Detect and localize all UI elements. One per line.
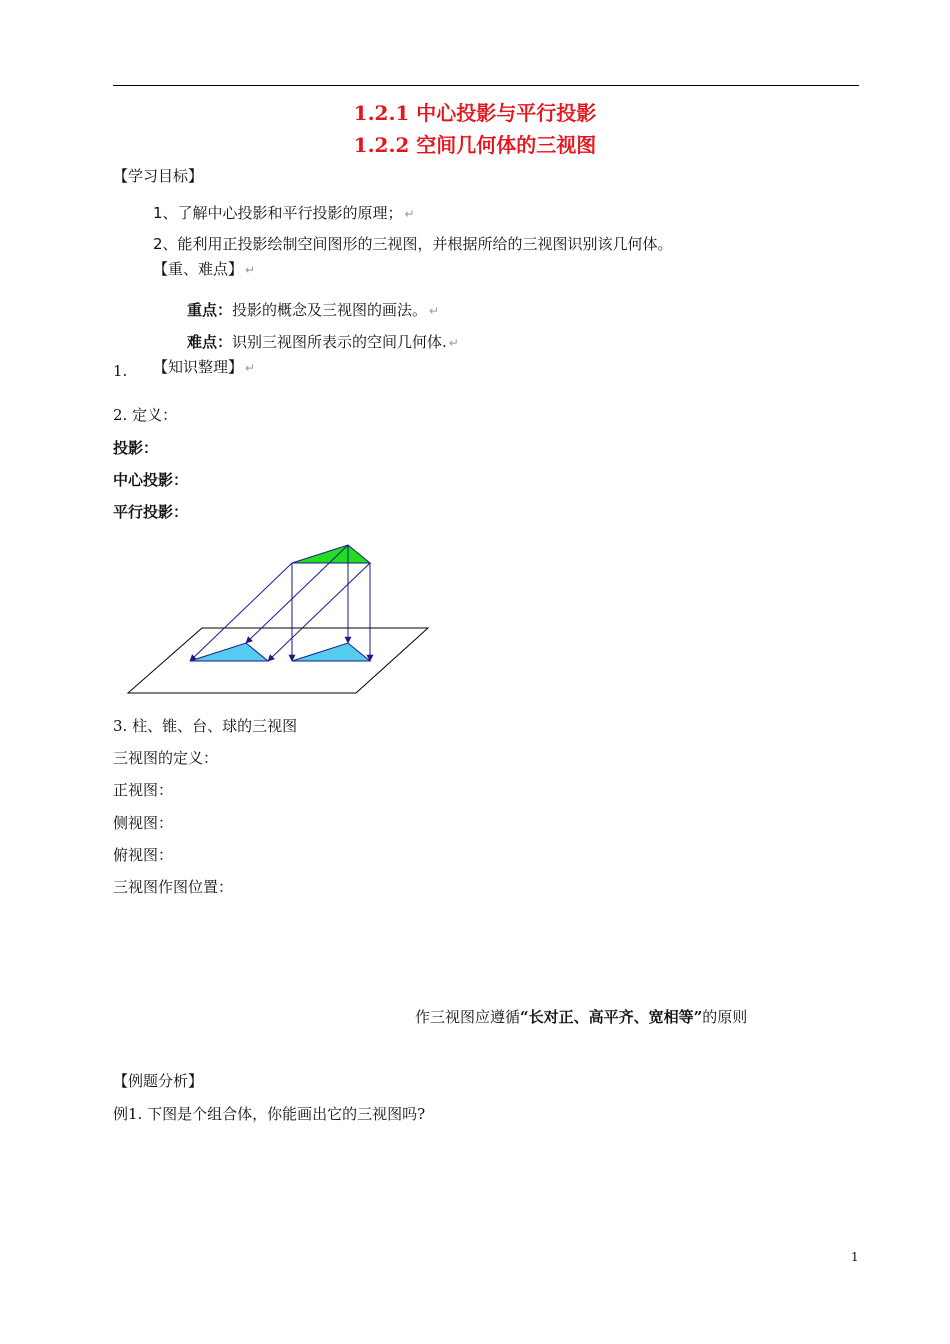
knowledge-number: 1. <box>113 362 128 380</box>
rule-prefix: 作三视图应遵循 <box>415 1008 521 1026</box>
side-view-label: 侧视图： <box>113 814 174 832</box>
page-number: 1 <box>851 1250 859 1264</box>
title-line-1: 1.2.1 中心投影与平行投影 <box>353 101 597 125</box>
learning-goals-heading: 【学习目标】 <box>113 167 204 185</box>
return-mark-icon: ↵ <box>245 361 256 375</box>
keypoints-heading-text: 【重、难点】 <box>153 260 244 278</box>
parallel-projection-label: 平行投影： <box>113 503 189 521</box>
top-triangle <box>292 545 370 563</box>
examples-heading: 【例题分析】 <box>113 1072 204 1090</box>
oblique-ray <box>268 563 370 661</box>
title-line-2: 1.2.2 空间几何体的三视图 <box>353 133 597 157</box>
definition-line: 2. 定义： <box>113 406 178 424</box>
front-view-label: 正视图： <box>113 781 174 799</box>
central-projection-label: 中心投影： <box>113 471 189 489</box>
projection-label: 投影： <box>113 439 159 457</box>
view-position-label: 三视图作图位置： <box>113 878 234 896</box>
goal-item-2: 2、能利用正投影绘制空间图形的三视图，并根据所给的三视图识别该几何体。 <box>153 235 673 253</box>
orthogonal-shadow <box>292 643 370 661</box>
three-views-heading: 3. 柱、锥、台、球的三视图 <box>113 717 298 735</box>
three-views-rule <box>415 1006 747 1027</box>
key-point-label: 重点： <box>187 301 233 319</box>
goal-item-1-text: 1、了解中心投影和平行投影的原理； <box>153 204 403 222</box>
three-views-definition: 三视图的定义： <box>113 749 219 767</box>
rule-principle: “长对正、高平齐、宽相等” <box>520 1008 703 1026</box>
return-mark-icon: ↵ <box>429 304 440 318</box>
ground-plane <box>128 628 428 693</box>
return-mark-icon: ↵ <box>245 263 256 277</box>
key-point-text: 投影的概念及三视图的画法。 <box>232 301 428 319</box>
difficult-point-text: 识别三视图所表示的空间几何体. <box>232 333 447 351</box>
rule-suffix: 的原则 <box>702 1008 748 1026</box>
difficult-point-label: 难点： <box>187 333 233 351</box>
top-view-label: 俯视图： <box>113 846 174 864</box>
oblique-shadow <box>190 643 268 661</box>
return-mark-icon: ↵ <box>404 207 415 221</box>
knowledge-heading-text: 【知识整理】 <box>153 358 244 376</box>
example-1: 例1. 下图是个组合体，你能画出它的三视图吗? <box>113 1105 426 1123</box>
return-mark-icon: ↵ <box>448 336 459 350</box>
